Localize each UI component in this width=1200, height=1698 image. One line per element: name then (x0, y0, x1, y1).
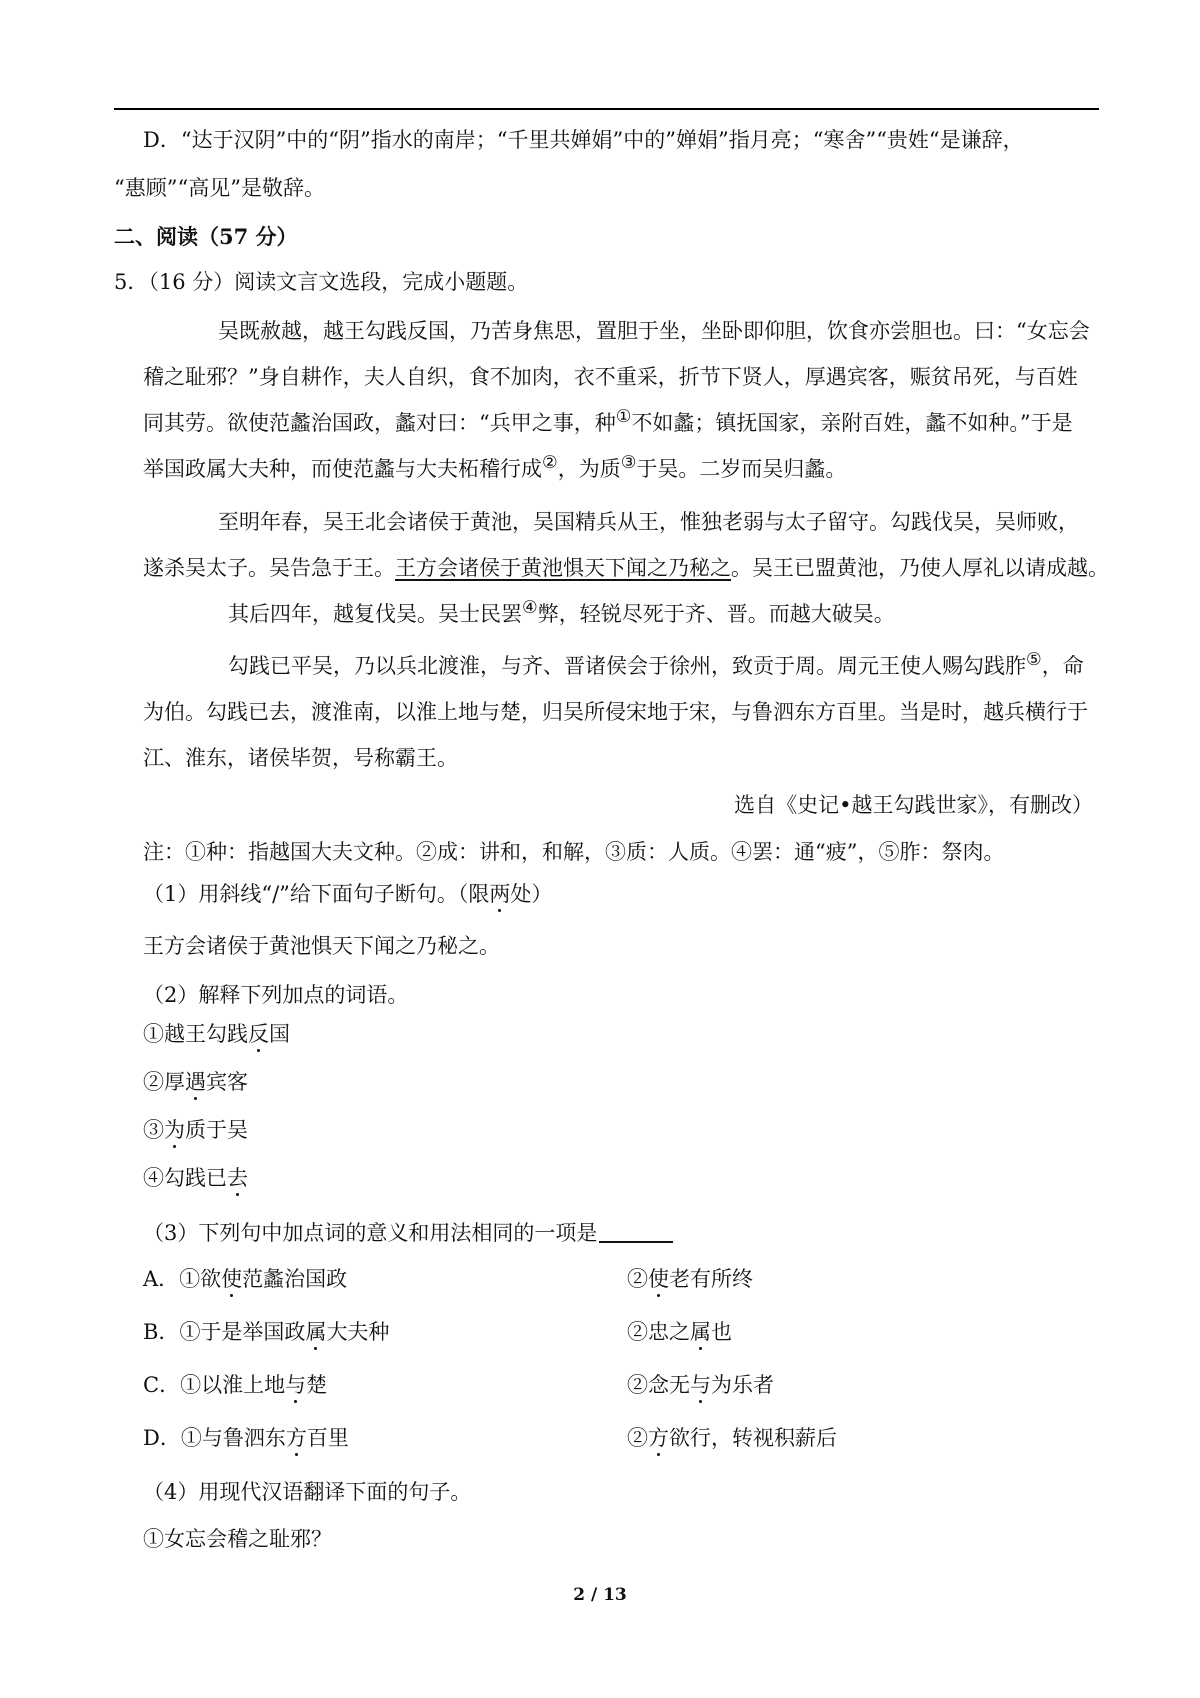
dotted-word: 使 (648, 1267, 669, 1291)
dotted-word: 与 (690, 1373, 711, 1397)
section-heading: 二、阅读（57 分） (114, 224, 298, 249)
dotted-word: 属 (690, 1320, 711, 1344)
passage-p4-line-1: 勾践已平吴，乃以兵北渡淮，与齐、晋诸侯会于徐州，致贡于周。周元王使人赐勾践胙⑤，命 (228, 650, 1084, 678)
underlined-sentence: 王方会诸侯于黄池惧天下闻之乃秘之 (395, 556, 731, 580)
footnote-marker: ③ (620, 453, 637, 473)
option-d-line-1: D．“达于汉阴”中的“阴”指水的南岸；“千里共婵娟”中的”婵娟”指月亮；“寒舍”“贵姓“是谦辞， (143, 128, 1024, 152)
sub4-item-1: ①女忘会稽之耻邪？ (143, 1527, 332, 1551)
annotation-notes: 注：①种：指越国大夫文种。②成：讲和，和解，③质：人质。④罢：通“疲”，⑤胙：祭肉。 (143, 840, 1005, 864)
footnote-marker: ② (542, 453, 558, 473)
header-rule (114, 108, 1099, 110)
dotted-word: 与 (285, 1373, 307, 1397)
option-row-c[interactable]: C．①以淮上地与楚 ②念无与为乐者 (143, 1369, 1043, 1399)
passage-source: 选自《史记•越王勾践世家》，有删改） (734, 793, 1093, 817)
option-d-line-2: “惠顾”“高见”是敬辞。 (114, 176, 325, 200)
passage-p1-line-1: 吴既赦越，越王勾践反国，乃苦身焦思，置胆于坐，坐卧即仰胆，饮食亦尝胆也。曰：“女忘会 (218, 319, 1090, 343)
passage-p2-line-1: 至明年春，吴王北会诸侯于黄池，吴国精兵从王，惟独老弱与太子留守。勾践伐吴，吴师败， (218, 510, 1079, 534)
option-a-second-phrase: ②使老有所终 (627, 1267, 753, 1291)
passage-p4-line-2: 为伯。勾践已去，渡淮南，以淮上地与楚，归吴所侵宋地于宋，与鲁泗东方百里。当是时，越兵横行于 (143, 700, 1088, 724)
sub-question-4-prompt: （4）用现代汉语翻译下面的句子。 (143, 1480, 472, 1504)
page-number: 2 / 13 (573, 1585, 627, 1605)
option-row-d[interactable]: D．①与鲁泗东方百里 ②方欲行，转视积薪后 (143, 1422, 1043, 1452)
option-row-b[interactable]: B．①于是举国政属大夫种 ②忠之属也 (143, 1316, 1043, 1346)
question-stem: 5．（16 分）阅读文言文选段，完成小题题。 (114, 270, 529, 294)
passage-p2-line-2: 遂杀吴太子。吴告急于王。王方会诸侯于黄池惧天下闻之乃秘之。吴王已盟黄池，乃使人厚礼以请成越。 (143, 556, 1109, 580)
sub-question-2-prompt: （2）解释下列加点的词语。 (143, 983, 409, 1007)
option-c-second-phrase: ②念无与为乐者 (627, 1373, 774, 1397)
passage-p1-line-4: 举国政属大夫种，而使范蠡与大夫柘稽行成②，为质③于吴。二岁而吴归蠡。 (143, 453, 847, 481)
dotted-word: 为 (164, 1118, 185, 1142)
dotted-word: 去 (227, 1166, 248, 1190)
dotted-word: 反 (248, 1022, 269, 1046)
dotted-word: 属 (305, 1320, 327, 1344)
sub-question-3-prompt: （3）下列句中加点词的意义和用法相同的一项是 (143, 1217, 673, 1247)
footnote-marker: ⑤ (1026, 650, 1042, 670)
option-d-second-phrase: ②方欲行，转视积薪后 (627, 1426, 837, 1450)
dotted-word: 遇 (185, 1070, 206, 1094)
dotted-word: 方 (648, 1426, 669, 1450)
footnote-marker: ④ (522, 598, 538, 618)
option-b-second-phrase: ②忠之属也 (627, 1320, 732, 1344)
passage-p1-line-2: 稽之耻邪？”身自耕作，夫人自织，食不加肉，衣不重采，折节下贤人，厚遇宾客，赈贫吊死，与百姓 (143, 365, 1078, 389)
option-row-a[interactable]: A．①欲使范蠡治国政 ②使老有所终 (143, 1263, 1043, 1293)
answer-blank[interactable] (599, 1241, 673, 1243)
footnote-marker: ① (615, 407, 632, 427)
passage-p3: 其后四年，越复伐吴。吴士民罢④弊，轻锐尽死于齐、晋。而越大破吴。 (228, 598, 895, 626)
sub2-item-2: ②厚遇宾客 (143, 1070, 248, 1094)
sub2-item-3: ③为质于吴 (143, 1118, 248, 1142)
sub2-item-4: ④勾践已去 (143, 1166, 248, 1190)
sub2-item-1: ①越王勾践反国 (143, 1022, 290, 1046)
passage-p4-line-3: 江、淮东，诸侯毕贺，号称霸王。 (143, 746, 458, 770)
dotted-word: 方 (285, 1426, 307, 1450)
passage-p1-line-3: 同其劳。欲使范蠡治国政，蠡对曰：“兵甲之事，种①不如蠡；镇抚国家，亲附百姓，蠡不如种。”于是 (143, 407, 1073, 435)
sub-question-1-sentence: 王方会诸侯于黄池惧天下闻之乃秘之。 (143, 934, 500, 958)
sub-question-1-prompt: （1）用斜线“/”给下面句子断句。（限两处） (143, 882, 553, 906)
emphasis-dots: 限两处 (468, 882, 532, 906)
dotted-word: 使 (221, 1267, 243, 1291)
